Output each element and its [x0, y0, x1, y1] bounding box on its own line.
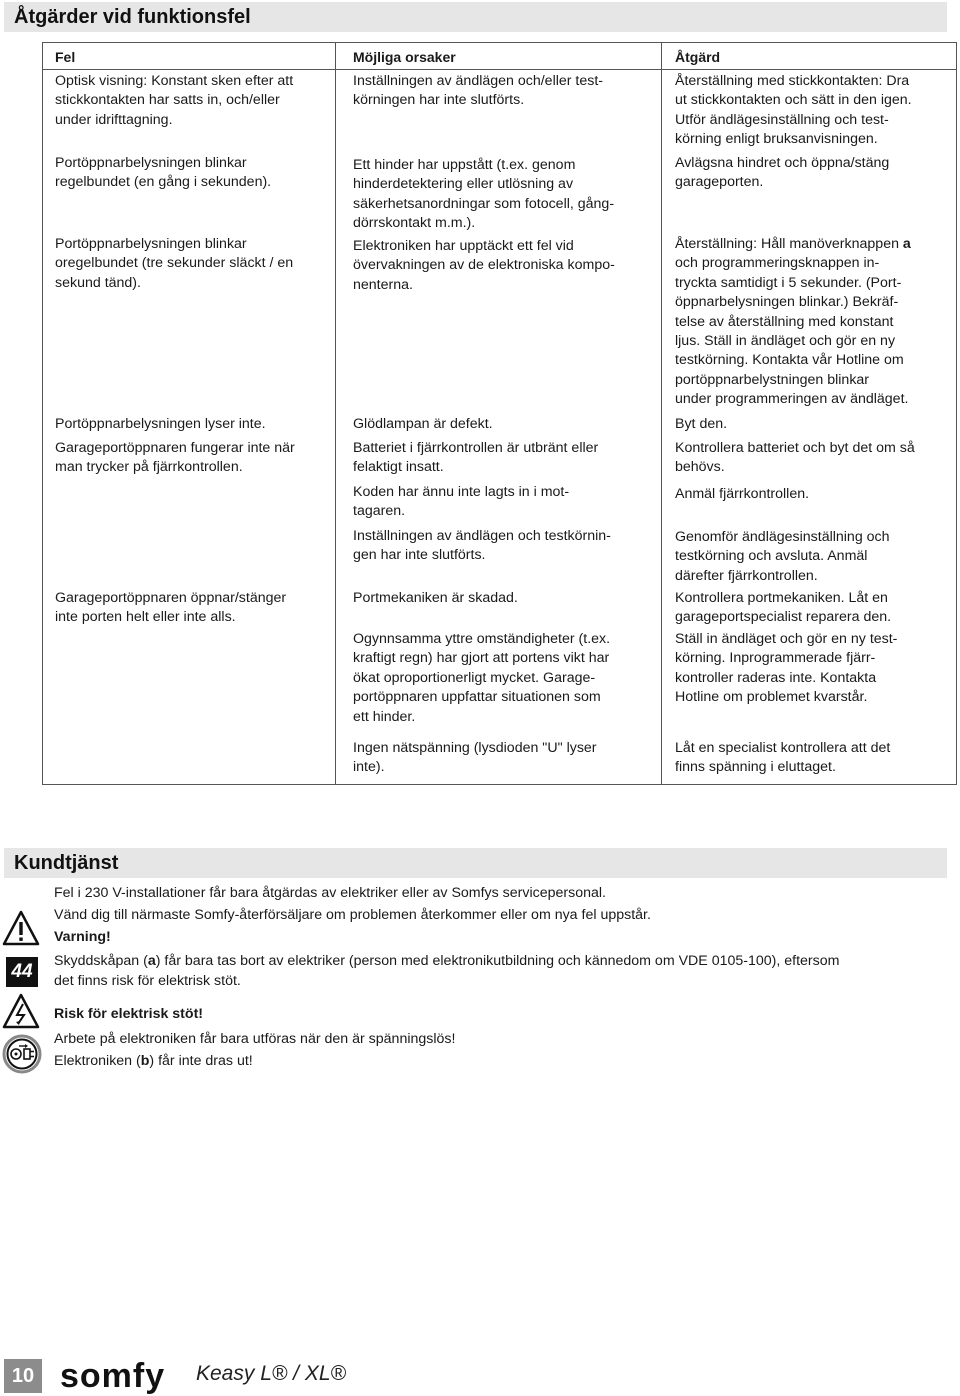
remedy: [675, 154, 950, 193]
text-line: körningen har inte slutförts.: [353, 92, 525, 109]
header-fel: Fel: [55, 49, 76, 65]
possible-cause: [353, 156, 653, 234]
warning-triangle-icon: [2, 910, 40, 946]
possible-cause: [353, 439, 653, 478]
text-line: sekund tänd).: [55, 274, 141, 291]
text-line: Koden har ännu inte lagts in i mot-: [353, 484, 570, 500]
text-line: garageporten.: [675, 174, 764, 191]
remedy: [675, 528, 950, 586]
text-line: Ställ in ändläget och gör en ny test-: [675, 631, 898, 647]
possible-cause: [353, 527, 653, 566]
remedy: [675, 739, 950, 778]
text-line: övervakningen av de elektroniska kompo-: [353, 257, 615, 274]
fault-description: [55, 154, 330, 193]
text-line: kraftigt regn) har gjort att portens vikt har: [353, 650, 610, 667]
section-header-atgarder: [4, 2, 947, 32]
text-line: ett hinder.: [353, 708, 416, 725]
possible-cause: [353, 415, 653, 434]
remedy: [675, 415, 950, 434]
text-fragment: Återställning: Håll manöverknappen: [675, 236, 903, 252]
remedy: [675, 235, 950, 410]
text-line: Låt en specialist kontrollera att det: [675, 740, 891, 756]
text-line: Portmekaniken är skadad.: [353, 590, 518, 606]
possible-cause: [353, 630, 653, 727]
text-line: därefter fjärrkontrollen.: [675, 567, 818, 584]
remedy: [675, 72, 950, 150]
text-line: Kontrollera batteriet och byt det om så: [675, 440, 915, 456]
text-line: hinderdetektering eller utlösning av: [353, 176, 574, 193]
section-header-kundtjanst: [4, 848, 947, 878]
text-line: gen har inte slutförts.: [353, 547, 486, 564]
page-number: 10: [4, 1359, 42, 1393]
text-line: under programmeringen av ändläget.: [675, 391, 909, 408]
fault-description: [55, 235, 330, 293]
text-line: körning. Inprogrammerade fjärr-: [675, 650, 876, 667]
text-line: Batteriet i fjärrkontrollen är utbränt eller: [353, 440, 599, 456]
service-line: Fel i 230 V-installationer får bara åtgärdas av elektriker eller av Somfys servicepersonal.: [54, 885, 606, 901]
text-line: ökat oproportionerligt mycket. Garage-: [353, 669, 596, 686]
text-line: felaktigt insatt.: [353, 459, 444, 476]
text-line: Ingen nätspänning (lysdioden "U" lyser: [353, 740, 597, 756]
text-line: Hotline om problemet kvarstår.: [675, 689, 868, 706]
text-line: kontroller raderas inte. Kontakta: [675, 669, 877, 686]
text-line: Elektroniken har upptäckt ett fel vid: [353, 238, 574, 254]
risk-text: Elektroniken (b) får inte dras ut!: [54, 1053, 253, 1069]
text-line: under idrifttagning.: [55, 111, 173, 128]
warning-label: Varning!: [54, 929, 111, 945]
text-line: testkörning och avsluta. Anmäl: [675, 548, 868, 565]
unplug-icon: [2, 1034, 42, 1074]
button-reference: a: [902, 236, 911, 252]
troubleshooting-table: [42, 42, 957, 785]
ip44-badge-icon: 44: [6, 957, 38, 987]
column-divider: [661, 43, 662, 784]
text-line: oregelbundet (tre sekunder släckt / en: [55, 255, 294, 272]
header-divider: [43, 69, 956, 70]
warning-text: Skyddskåpan (a) får bara tas bort av elektriker (person med elektronikutbildning och kännedom om VDE 0105-100), eftersom: [54, 953, 840, 969]
text-line: Anmäl fjärrkontrollen.: [675, 486, 810, 502]
remedy: [675, 589, 950, 628]
possible-cause: [353, 483, 653, 522]
text-line: ljus. Ställ in ändläget och gör en ny: [675, 333, 896, 350]
text-line: Glödlampan är defekt.: [353, 416, 493, 432]
text-line: nenterna.: [353, 276, 413, 293]
text-line: Återställning med stickkontakten: Dra: [675, 73, 910, 89]
text-line: man trycker på fjärrkontrollen.: [55, 459, 243, 476]
product-name: Keasy L® / XL®: [196, 1362, 347, 1385]
header-orsaker: Möjliga orsaker: [353, 49, 456, 65]
text-line: dörrskontakt m.m.).: [353, 215, 476, 232]
text-line: körning enligt bruksanvisningen.: [675, 131, 878, 148]
remedy: [675, 630, 950, 708]
text-line: behövs.: [675, 459, 725, 476]
possible-cause: [353, 237, 653, 295]
risk-text: Arbete på elektroniken får bara utföras när den är spänningslös!: [54, 1031, 456, 1047]
text-line: stickkontakten har satts in, och/eller: [55, 92, 280, 109]
text-line: finns spänning i eluttaget.: [675, 759, 836, 776]
text-line: Garageportöppnaren öppnar/stänger: [55, 590, 287, 606]
text-line: öppnarbelysningen blinkar.) Bekräf-: [675, 294, 899, 311]
column-divider: [335, 43, 336, 784]
fault-description: [55, 589, 330, 628]
text-line: telse av återställning med konstant: [675, 313, 894, 330]
text-line: Ett hinder har uppstått (t.ex. genom: [353, 157, 576, 173]
remedy: [675, 485, 950, 504]
text-line: säkerhetsanordningar som fotocell, gång-: [353, 195, 615, 212]
text-line: regelbundet (en gång i sekunden).: [55, 174, 272, 191]
text-line: portöppnarbelystningen blinkar: [675, 371, 870, 388]
text-line: Byt den.: [675, 416, 728, 432]
text-line: Avlägsna hindret och öppna/stäng: [675, 155, 890, 171]
text-line: och programmeringsknappen in-: [675, 255, 880, 272]
text-line: Utför ändlägesinställning och test-: [675, 111, 889, 128]
electric-shock-icon: [2, 993, 40, 1029]
text-line: Garageportöppnaren fungerar inte när: [55, 440, 295, 456]
fault-description: [55, 415, 330, 434]
possible-cause: [353, 739, 653, 778]
text-line: [675, 235, 950, 254]
warning-text: det finns risk för elektrisk stöt.: [54, 973, 241, 989]
text-line: tryckta samtidigt i 5 sekunder. (Port-: [675, 274, 902, 291]
text-line: ut stickkontakten och sätt in den igen.: [675, 92, 912, 109]
text-line: Portöppnarbelysningen blinkar: [55, 155, 247, 171]
section-title: Kundtjänst: [14, 852, 119, 874]
fault-description: [55, 439, 330, 478]
somfy-logo: somfy: [60, 1357, 166, 1395]
text-line: Optisk visning: Konstant sken efter att: [55, 73, 294, 89]
text-line: tagaren.: [353, 503, 406, 520]
risk-label: Risk för elektrisk stöt!: [54, 1006, 204, 1022]
fault-description: [55, 72, 330, 130]
text-line: Portöppnarbelysningen blinkar: [55, 236, 247, 252]
text-line: Ogynnsamma yttre omständigheter (t.ex.: [353, 631, 611, 647]
text-line: Inställningen av ändlägen och/eller test-: [353, 73, 604, 89]
possible-cause: [353, 72, 653, 111]
section-title: Åtgärder vid funktionsfel: [14, 6, 251, 28]
text-line: Genomför ändlägesinställning och: [675, 529, 890, 545]
service-line: Vänd dig till närmaste Somfy-återförsäljare om problemen återkommer eller om nya fel uppstår.: [54, 907, 651, 923]
text-line: garageportspecialist reparera den.: [675, 609, 892, 626]
possible-cause: [353, 589, 653, 608]
text-line: Inställningen av ändlägen och testkörnin-: [353, 528, 611, 544]
text-line: Kontrollera portmekaniken. Låt en: [675, 590, 888, 606]
remedy: [675, 439, 950, 478]
header-atgard: Åtgärd: [675, 49, 721, 65]
text-line: testkörning. Kontakta vår Hotline om: [675, 352, 904, 369]
text-line: portöppnaren uppfattar situationen som: [353, 689, 601, 706]
text-line: inte).: [353, 759, 385, 776]
text-line: Portöppnarbelysningen lyser inte.: [55, 416, 266, 432]
text-line: inte porten helt eller inte alls.: [55, 609, 236, 626]
